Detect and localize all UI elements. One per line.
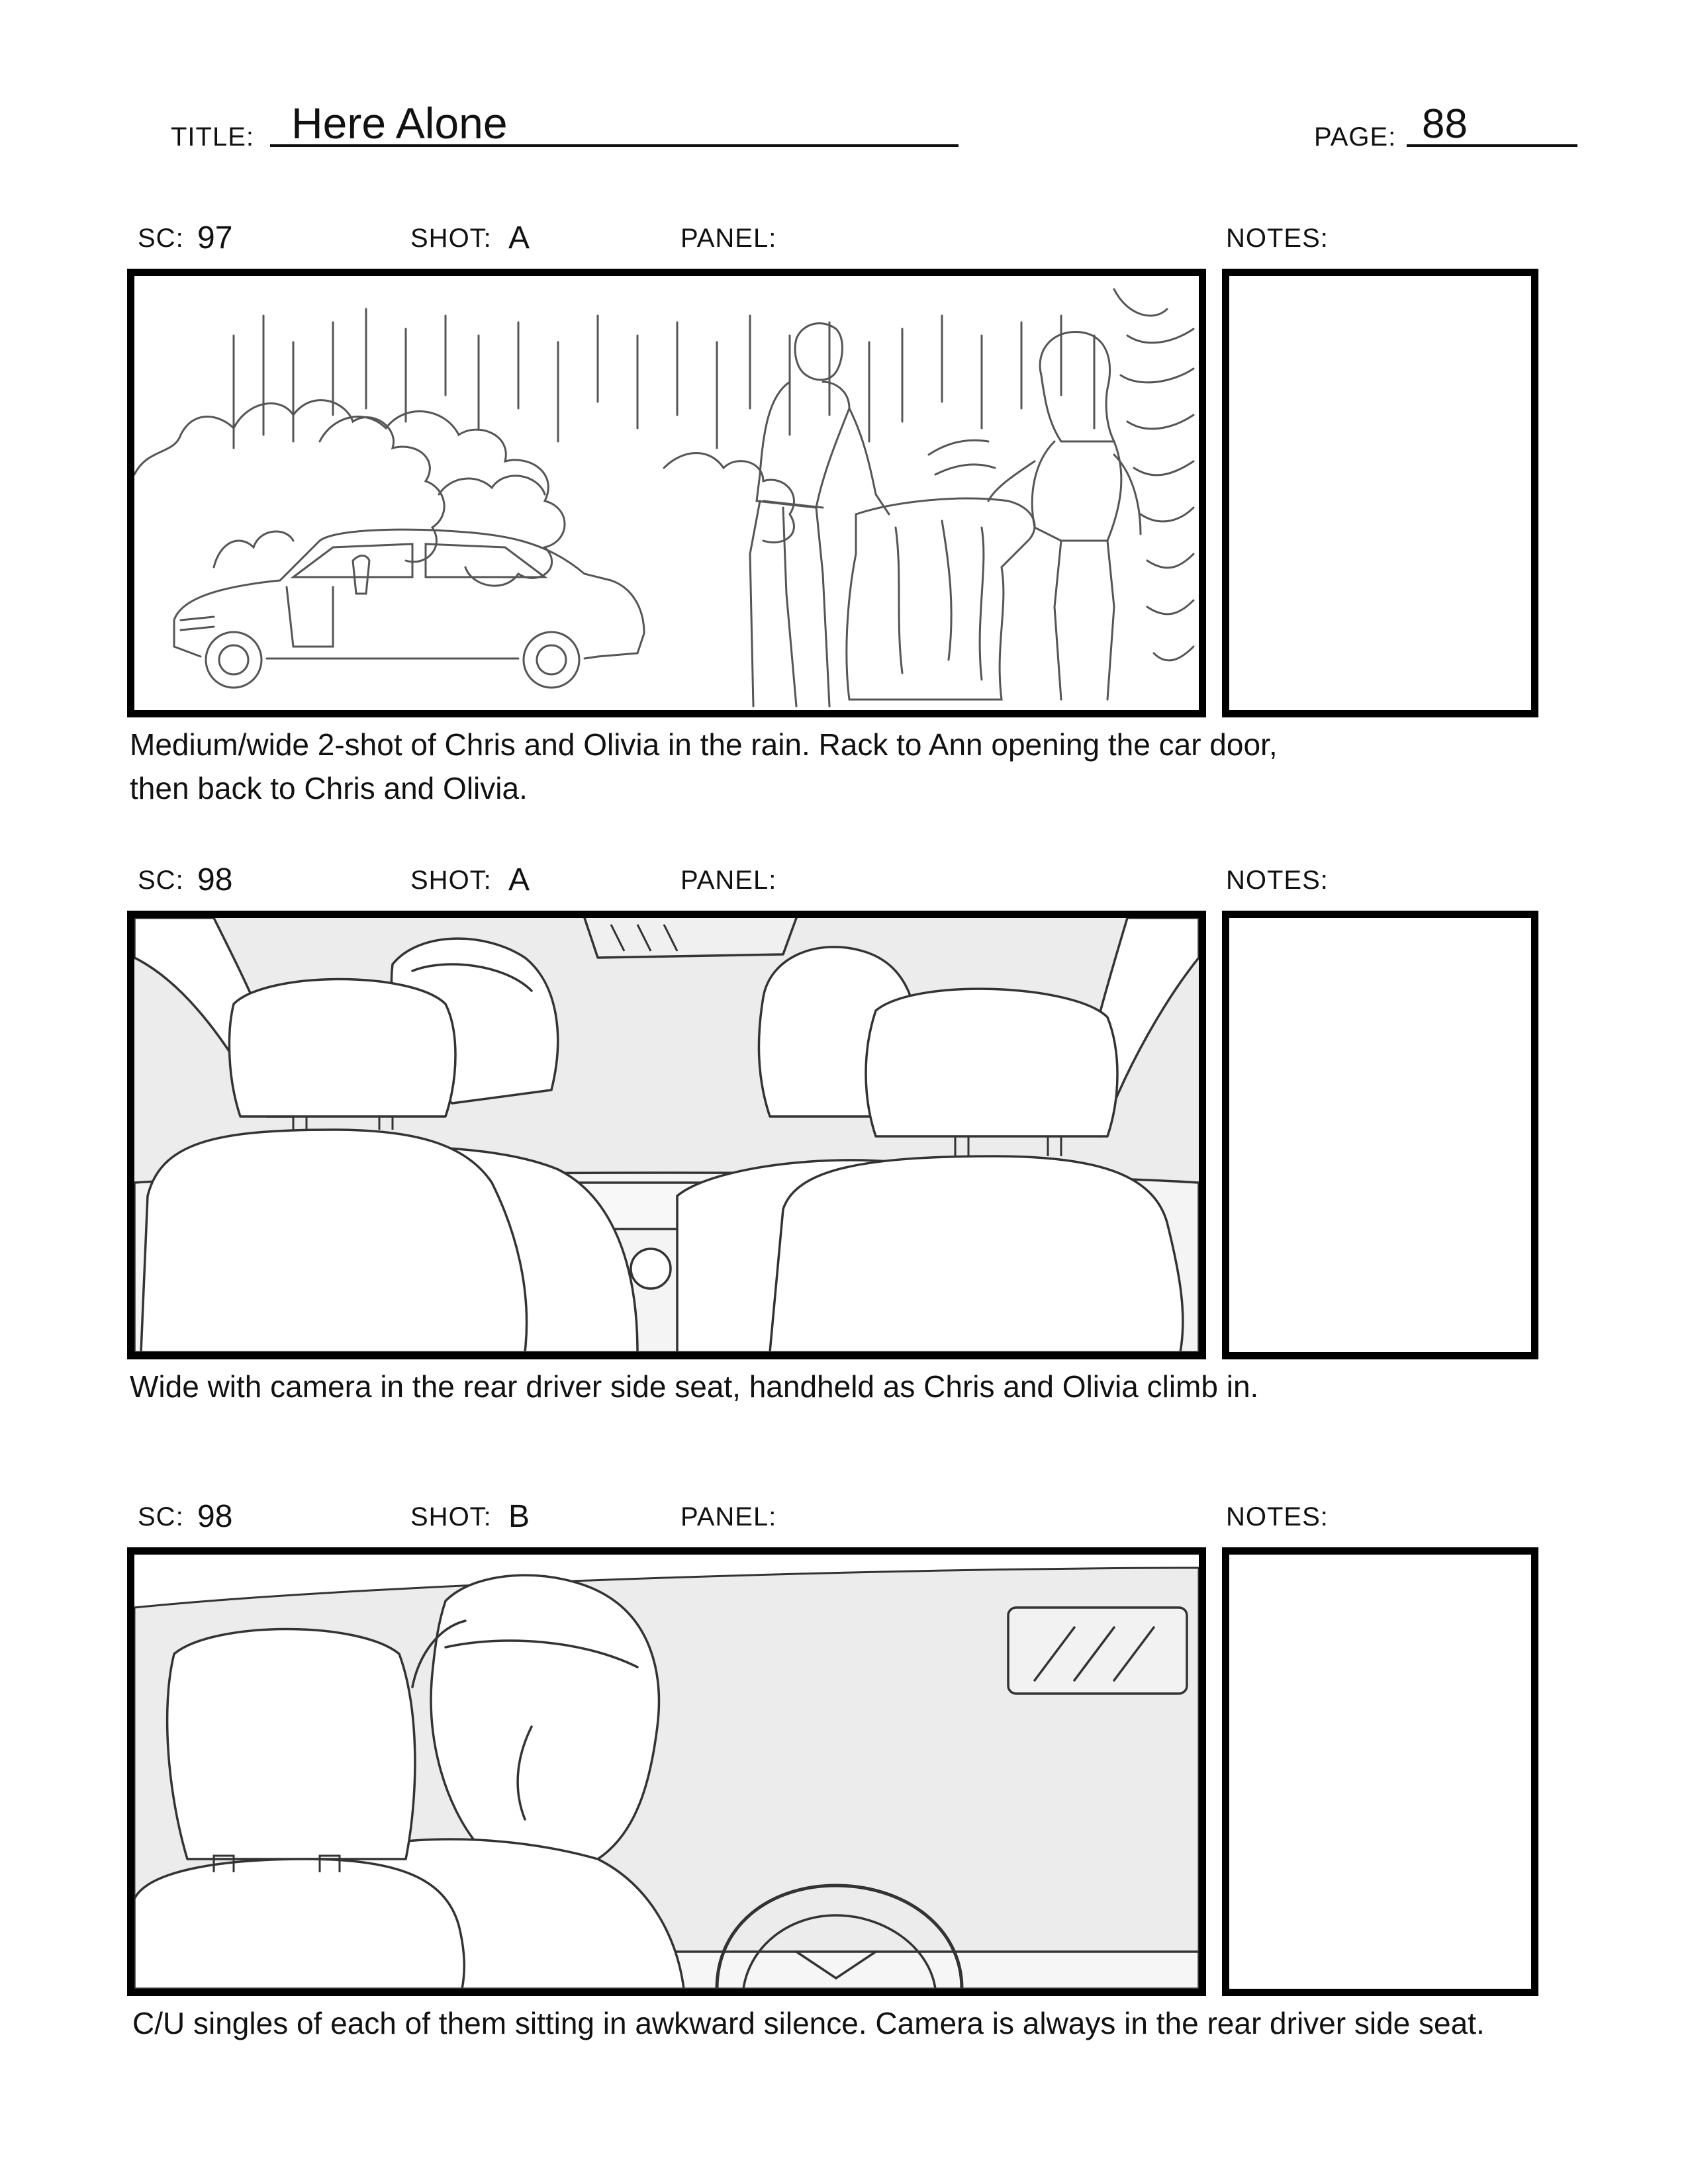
notes-label: NOTES: [1226, 224, 1329, 253]
panel-label: PANEL: [680, 224, 777, 253]
shot-caption [132, 2001, 1485, 2045]
notes-box [1222, 269, 1538, 717]
shot-value: B [508, 1499, 530, 1534]
title-label: TITLE: [171, 122, 255, 152]
caption-line: then back to Chris and Olivia. [130, 771, 528, 805]
sc-label: SC: [138, 866, 184, 895]
shot-label: SHOT: [410, 1502, 492, 1531]
caption-line: Medium/wide 2-shot of Chris and Olivia in the rain. Rack to Ann opening the car door, [130, 727, 1278, 762]
shot-caption [130, 723, 1278, 810]
rain-scene-sketch [134, 276, 1199, 710]
shot-block-2 [0, 854, 1688, 1449]
shot-block-3 [0, 1490, 1688, 2099]
notes-label: NOTES: [1226, 866, 1329, 895]
notes-box [1222, 1547, 1538, 1996]
car-interior-sketch [134, 918, 1199, 1352]
panel-label: PANEL: [680, 866, 777, 895]
shot-value: A [508, 862, 530, 897]
shot-label: SHOT: [410, 224, 492, 253]
sc-value: 98 [197, 1499, 233, 1534]
notes-box [1222, 911, 1538, 1359]
shot-block-1 [0, 212, 1688, 821]
shot-value: A [508, 220, 530, 255]
page-label: PAGE: [1314, 122, 1397, 152]
sc-label: SC: [138, 224, 184, 253]
sc-label: SC: [138, 1502, 184, 1531]
title-value: Here Alone [291, 99, 508, 148]
shot-caption [130, 1365, 1258, 1408]
caption-line: Wide with camera in the rear driver side seat, handheld as Chris and Olivia climb in. [130, 1369, 1259, 1404]
panel-label: PANEL: [680, 1502, 777, 1531]
caption-line: C/U singles of each of them sitting in awkward silence. Camera is always in the rear driver side seat. [132, 2006, 1485, 2040]
page-number: 88 [1422, 101, 1468, 147]
shot-label: SHOT: [410, 866, 492, 895]
storyboard-frame [127, 269, 1206, 717]
notes-label: NOTES: [1226, 1502, 1329, 1531]
storyboard-frame [127, 1547, 1206, 1996]
sc-value: 98 [197, 862, 233, 897]
page-header [0, 0, 1688, 172]
sc-value: 97 [197, 220, 233, 255]
storyboard-frame [127, 911, 1206, 1359]
driver-closeup-sketch [134, 1555, 1199, 1989]
